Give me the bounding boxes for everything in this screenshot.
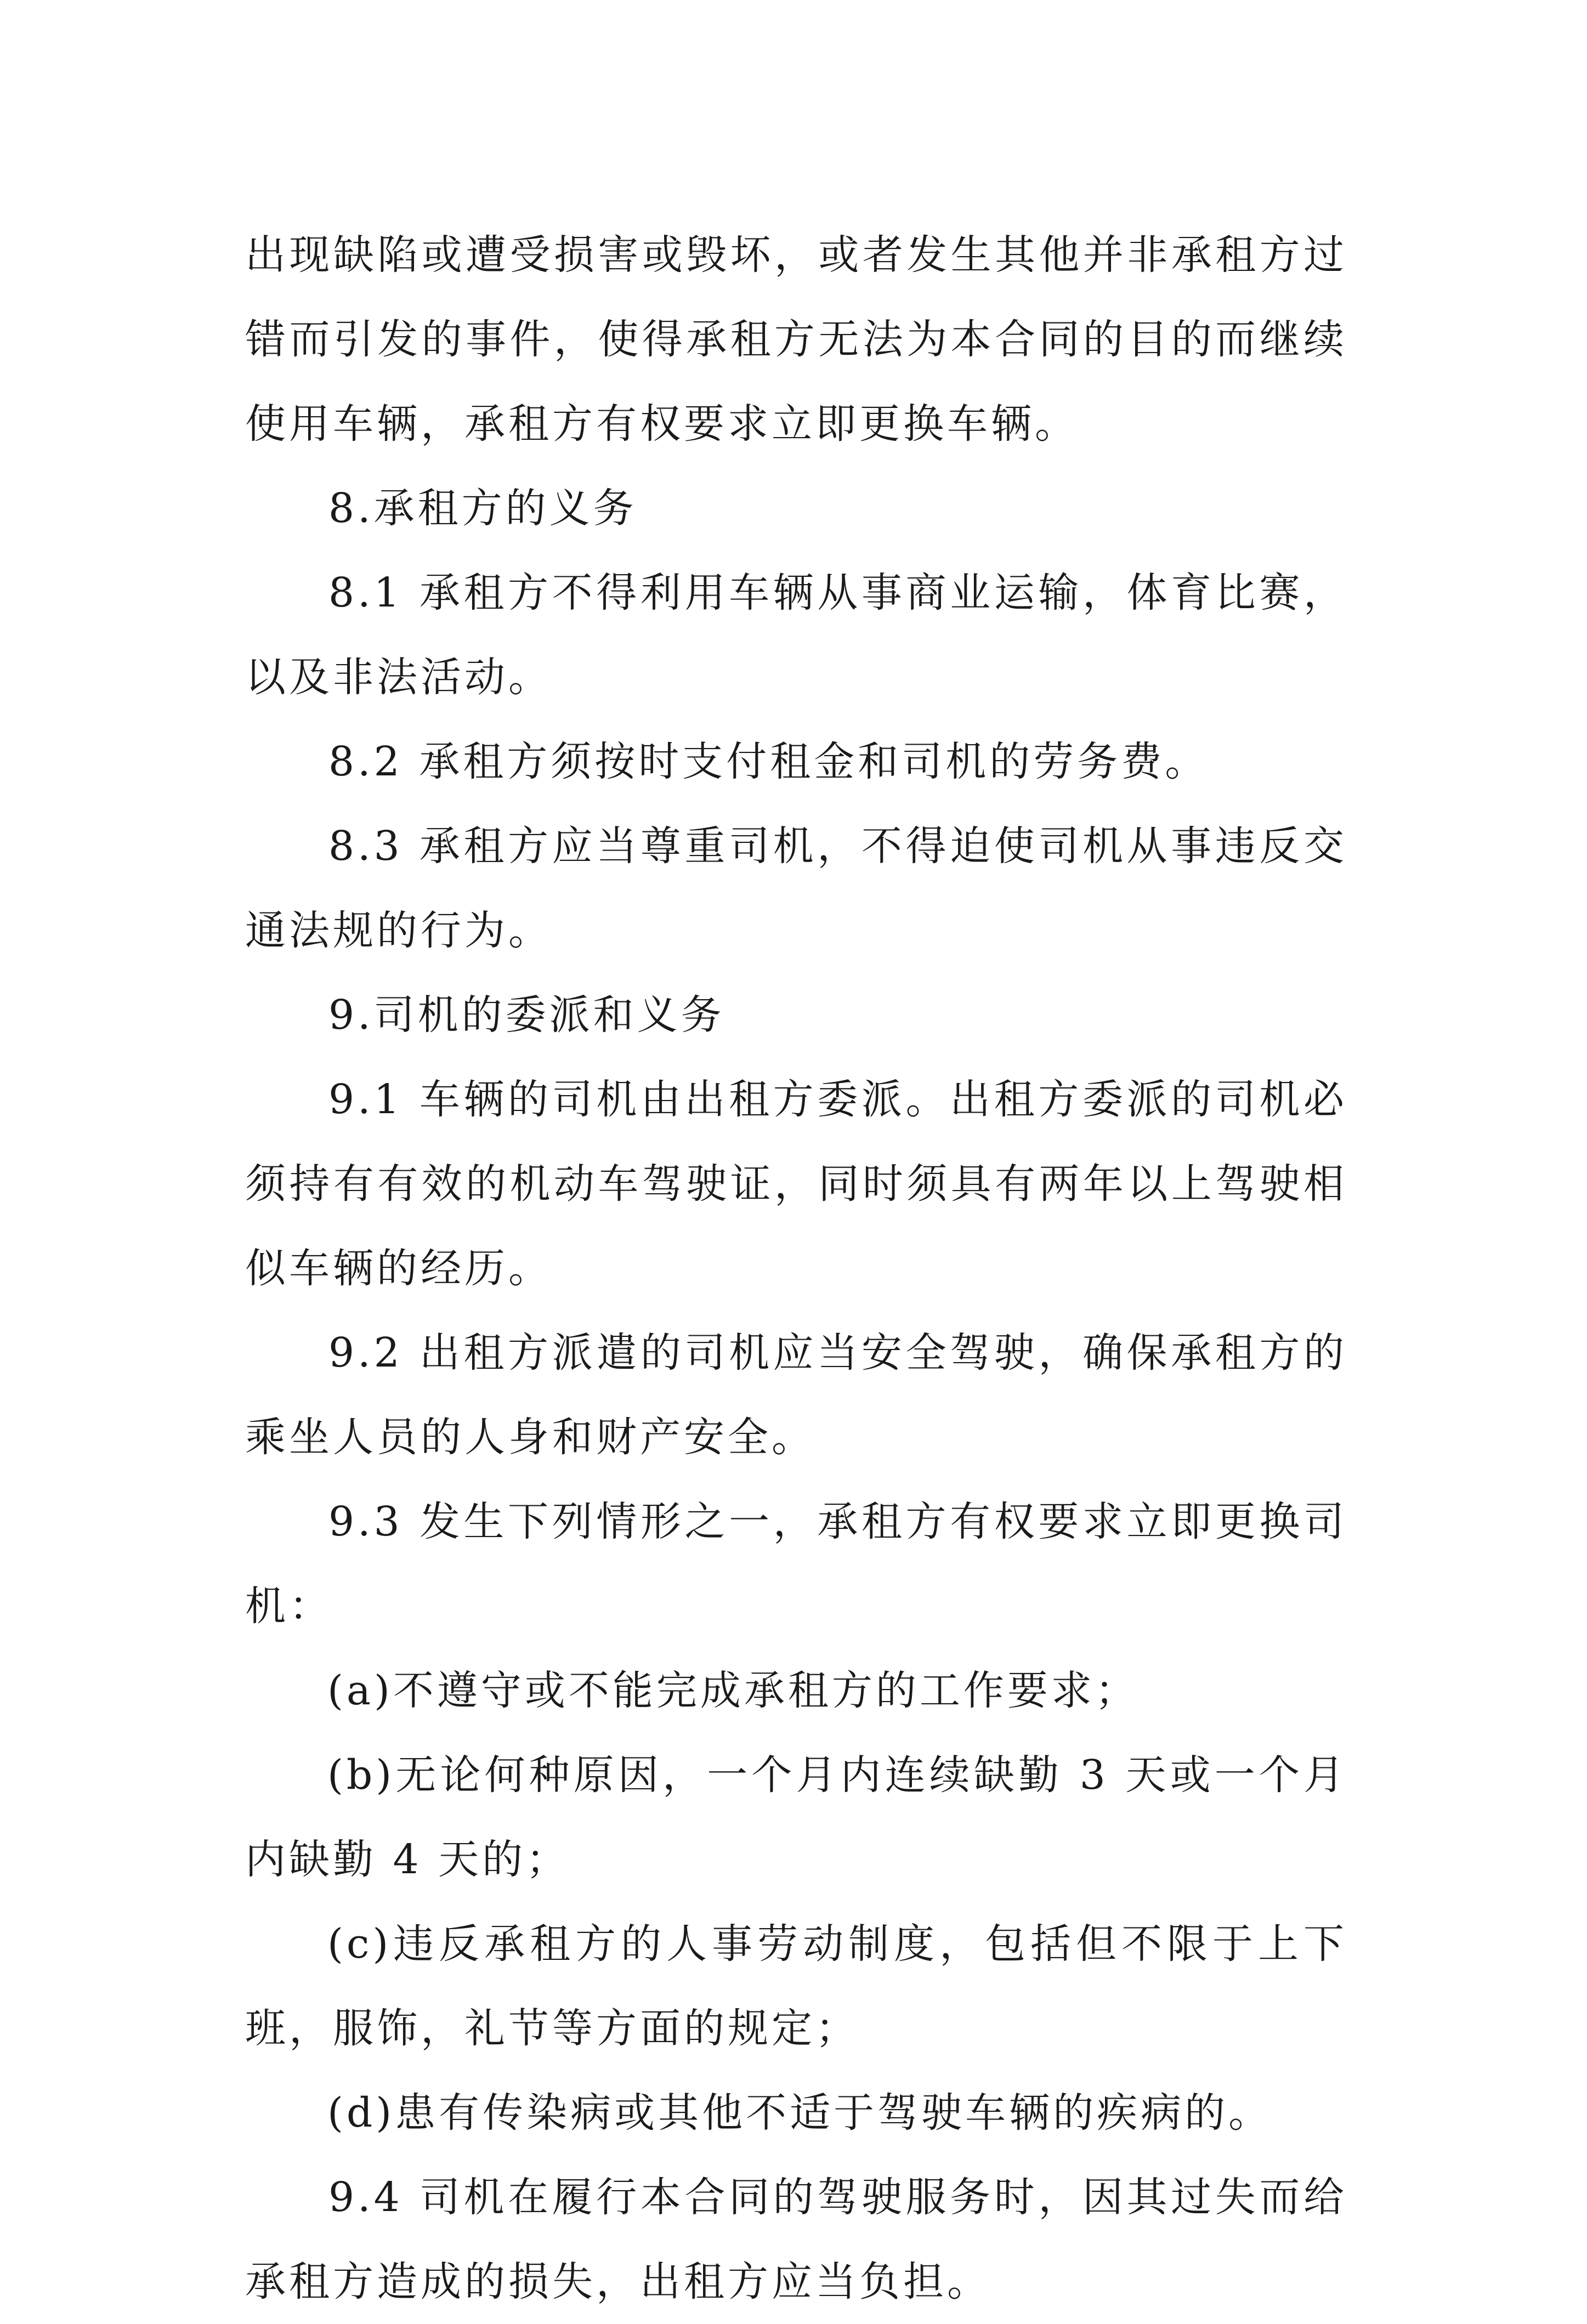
document-body <box>245 213 1347 2324</box>
clause-8-3: 8.3 承租方应当尊重司机，不得迫使司机从事违反交通法规的行为。 <box>245 823 1347 954</box>
clause-9-4: 9.4 司机在履行本合同的驾驶服务时，因其过失而给承租方造成的损失，出租方应当负担。 <box>245 2174 1347 2305</box>
clause-9-1: 9.1 车辆的司机由出租方委派。出租方委派的司机必须持有有效的机动车驾驶证，同时须具有两年以上驾驶相似车辆的经历。 <box>245 1076 1347 1292</box>
heading-lessee-obligations: 8.承租方的义务 <box>328 485 637 532</box>
clause-8-1: 8.1 承租方不得利用车辆从事商业运输，体育比赛，以及非法活动。 <box>245 569 1347 701</box>
clause-9-3-b: (b)无论何种原因，一个月内连续缺勤 3 天或一个月内缺勤 4 天的； <box>245 1751 1347 1883</box>
clause-9-3: 9.3 发生下列情形之一，承租方有权要求立即更换司机： <box>245 1498 1347 1630</box>
clause-8-2: 8.2 承租方须按时支付租金和司机的劳务费。 <box>328 738 1209 785</box>
clause-9-2: 9.2 出租方派遣的司机应当安全驾驶，确保承租方的乘坐人员的人身和财产安全。 <box>245 1329 1347 1461</box>
clause-9-3-a: (a)不遵守或不能完成承租方的工作要求； <box>327 1667 1139 1714</box>
heading-driver-assignment: 9.司机的委派和义务 <box>328 991 725 1039</box>
clause-9-3-c: (c)违反承租方的人事劳动制度，包括但不限于上下班，服饰，礼节等方面的规定； <box>245 1920 1347 2052</box>
clause-9-3-d: (d)患有传染病或其他不适于驾驶车辆的疾病的。 <box>327 2089 1273 2136</box>
paragraph-vehicle-replacement: 出现缺陷或遭受损害或毁坏，或者发生其他并非承租方过错而引发的事件，使得承租方无法为本合同的目的而继续使用车辆，承租方有权要求立即更换车辆。 <box>245 231 1347 447</box>
